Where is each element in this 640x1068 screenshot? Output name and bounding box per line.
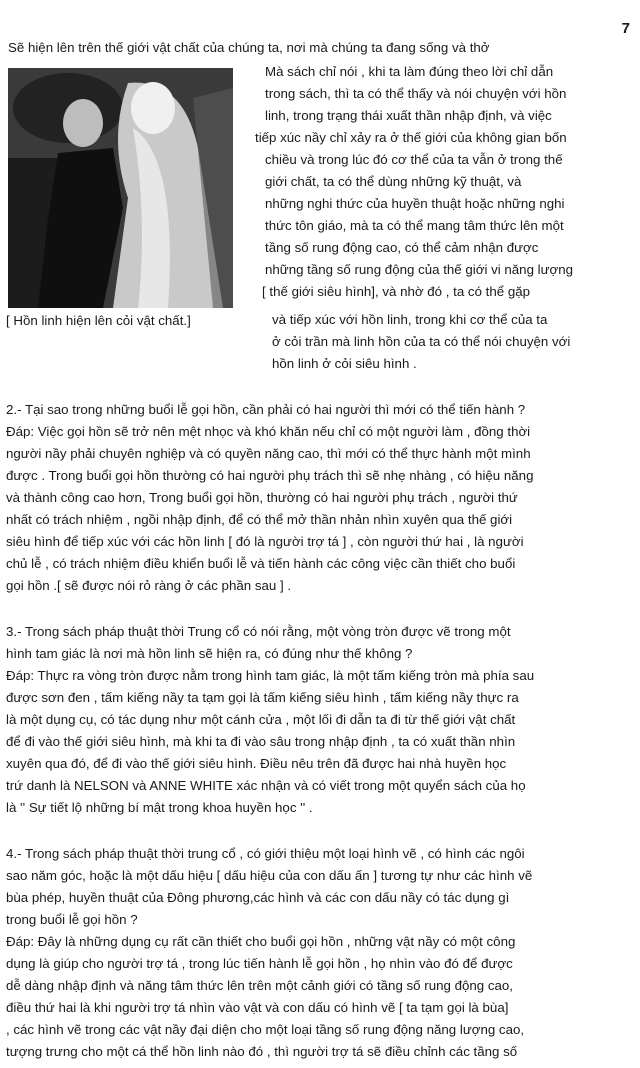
text-line: trong sách, thì ta có thể thấy và nói chuyện với hồn bbox=[265, 86, 567, 101]
text-line: xuyên qua đó, để đi vào thế giới siêu hình. Điều nêu trên đã được hai nhà huyền học bbox=[6, 756, 507, 771]
text-line: hình tam giác là nơi mà hồn linh sẽ hiện ra, có đúng như thế không ? bbox=[6, 646, 413, 661]
text-line: tầng số rung động cao, có thể cảm nhận được bbox=[265, 240, 539, 255]
text-line: [ thế giới siêu hình], và nhờ đó , ta có thể gặp bbox=[262, 284, 531, 299]
text-line: được sơn đen , tấm kiếng nầy ta tạm gọi là tấm kiếng siêu hình , tấm kiếng nầy thực ra bbox=[6, 690, 519, 705]
text-line: tiếp xúc nầy chỉ xảy ra ở thế giới của không gian bốn bbox=[255, 130, 567, 145]
text-line: sao năm góc, hoặc là một dấu hiệu [ dấu hiệu của con dấu ấn ] tương tự như các hình vẽ bbox=[6, 868, 533, 883]
text-line: giới chất, ta có thể dùng những kỹ thuật, và bbox=[265, 174, 522, 189]
text-line: dụng là giúp cho người trợ tá , trong lúc tiến hành lễ gọi hồn , họ nhìn vào đó để được bbox=[6, 956, 513, 971]
text-line: những nghi thức của huyền thuật hoặc những nghi bbox=[265, 196, 565, 211]
page-number: 7 bbox=[621, 20, 630, 37]
text-line: trứ danh là NELSON và ANNE WHITE xác nhận và có viết trong một quyển sách của họ bbox=[6, 778, 526, 793]
text-line: chiều và trong lúc đó cơ thể của ta vẫn ở trong thế bbox=[265, 152, 563, 167]
text-line: bùa phép, huyền thuật của Đông phương,các hình và các con dấu nầy có tác dụng gì bbox=[6, 890, 510, 905]
text-line: 4.- Trong sách pháp thuật thời trung cổ , có giới thiệu một loại hình vẽ , có hình các ngôi bbox=[6, 846, 525, 861]
text-line: tượng trưng cho một cá thể hồn linh nào đó , thì người trợ tá sẽ điều chỉnh các tầng số bbox=[6, 1044, 518, 1059]
text-line: ở cỏi trần mà linh hồn của ta có thể nói chuyện với bbox=[272, 334, 571, 349]
text-line: , các hình vẽ trong các vật nầy đại diện cho một loại tầng số rung động năng lượng cao, bbox=[6, 1022, 525, 1037]
text-line: để đi vào thế giới siêu hình, mà khi ta đi vào sâu trong nhập định , ta có xuất thần nhìn bbox=[6, 734, 516, 749]
text-line: linh, trong trạng thái xuất thần nhập định, và việc bbox=[265, 108, 552, 123]
text-line: siêu hình để tiếp xúc với các hồn linh [ đó là người trợ tá ] , còn người thứ hai , là người bbox=[6, 534, 524, 549]
text-line: 3.- Trong sách pháp thuật thời Trung cổ có nói rằng, một vòng tròn được vẽ trong một bbox=[6, 624, 511, 639]
text-line: những tầng số rung động của thế giới vi năng lượng bbox=[265, 262, 574, 277]
text-line: Đáp: Thực ra vòng tròn được nằm trong hình tam giác, là một tấm kiếng tròn mà phía sau bbox=[6, 668, 535, 683]
text-line: và tiếp xúc với hồn linh, trong khi cơ thể của ta bbox=[272, 312, 548, 327]
text-line: Đáp: Đây là những dụng cụ rất cần thiết cho buổi gọi hồn , những vật nầy có một công bbox=[6, 934, 516, 949]
figure-caption: [ Hồn linh hiện lên cỏi vật chất.] bbox=[6, 313, 191, 328]
text-line: thức tôn giáo, mà ta có thể mang tâm thức lên một bbox=[265, 218, 564, 233]
text-line: được . Trong buổi gọi hồn thường có hai người phụ trách thì sẽ nhẹ nhàng , có hiệu năng bbox=[6, 468, 534, 483]
spirit-photo-image bbox=[8, 68, 233, 308]
text-line: người nầy phải chuyên nghiệp và có quyền năng cao, thì mới có thể thực hành một mình bbox=[6, 446, 531, 461]
spirit-photo-icon bbox=[8, 68, 233, 308]
text-line: và thành công cao hơn, Trong buổi gọi hồn, thường có hai người phụ trách , người thứ bbox=[6, 490, 518, 505]
text-line: là một dụng cụ, có tác dụng như một cánh cửa , một lối đi dẫn ta đi từ thế giới vật chất bbox=[6, 712, 516, 727]
text-line: dễ dàng nhập định và năng tâm thức lên trên một cảnh giới có tầng số rung động cao, bbox=[6, 978, 513, 993]
text-line: Sẽ hiện lên trên thế giới vật chất của chúng ta, nơi mà chúng ta đang sống và thở bbox=[8, 40, 490, 55]
text-line: Đáp: Việc gọi hồn sẽ trở nên mệt nhọc và khó khăn nếu chỉ có một người làm , đồng thời bbox=[6, 424, 531, 439]
text-line: chủ lễ , có trách nhiệm điều khiển buổi lễ và tiến hành các công việc cần thiết cho buổi bbox=[6, 556, 516, 571]
text-line: nhất có trách nhiệm , ngồi nhập định, để có thể mở thần nhản nhìn xuyên qua thế giới bbox=[6, 512, 513, 527]
text-line: là '' Sự tiết lộ những bí mật trong khoa huyền học '' . bbox=[6, 800, 313, 815]
text-line: Mà sách chỉ nói , khi ta làm đúng theo lời chỉ dẫn bbox=[265, 64, 554, 79]
text-line: gọi hồn .[ sẽ được nói rỏ ràng ở các phần sau ] . bbox=[6, 578, 292, 593]
text-line: hồn linh ở cỏi siêu hình . bbox=[272, 356, 417, 371]
text-line: trong buổi lễ gọi hồn ? bbox=[6, 912, 138, 927]
text-line: 2.- Tại sao trong những buổi lễ gọi hồn, cần phải có hai người thì mới có thể tiến hành ? bbox=[6, 402, 526, 417]
text-line: điều thứ hai là khi người trợ tá nhìn vào vật và con dấu có hình vẽ [ ta tạm gọi là bùa] bbox=[6, 1000, 509, 1015]
